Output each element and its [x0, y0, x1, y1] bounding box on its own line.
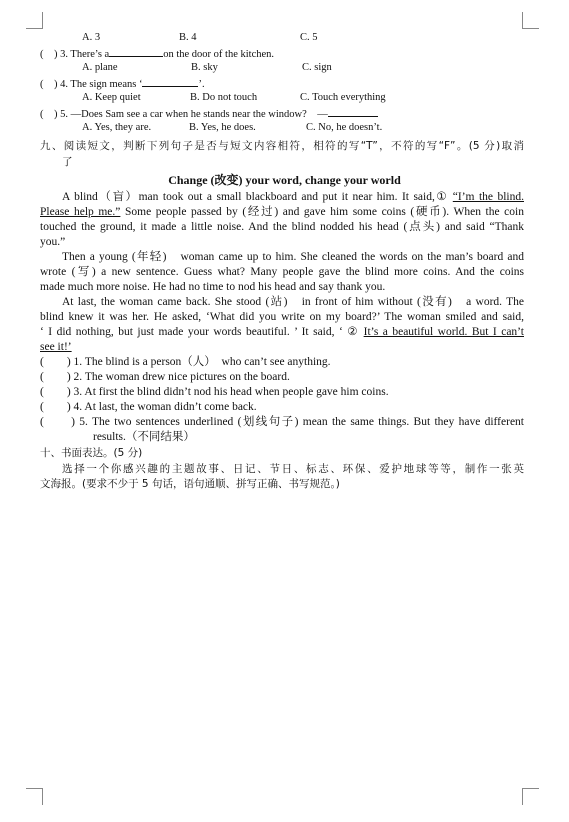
underlined-sentence-1: “I’m the blind.	[452, 191, 524, 203]
question-3	[40, 45, 274, 62]
passage-line: At last, the woman came back. She stood (站) in front of him without (没有) a word. The	[62, 296, 524, 308]
answer-paren[interactable]: ( )	[40, 401, 71, 413]
answer-paren[interactable]: ( )	[40, 371, 71, 383]
judgment-3: ( ) 3. At first the blind didn’t nod his head when people gave him coins.	[40, 386, 389, 398]
q2-option-c: C. 5	[300, 32, 318, 43]
answer-paren[interactable]: ( )	[40, 416, 75, 428]
judgment-2: ( ) 2. The woman drew nice pictures on the board.	[40, 371, 290, 383]
passage-line: blind knew it was her. He asked, ‘What did you write on my board?’ The woman smiled and said,	[40, 311, 524, 323]
question-text: 5. —Does Sam see a car when he stands near the window? —	[60, 109, 328, 120]
answer-paren[interactable]: ( )	[40, 49, 58, 60]
q5-option-c: C. No, he doesn’t.	[306, 122, 383, 133]
writing-instructions-cont: 文海报。(要求不少于 5 句话，语句通顺、拼写正确、书写规范。)	[40, 478, 340, 490]
passage-line: touched the ground, it made a little noise. And the blind nodded his head (点头) and said “Thank	[40, 221, 524, 233]
question-text: 4. The sign means ‘	[60, 79, 143, 90]
q5-option-a: A. Yes, they are.	[82, 122, 152, 133]
q5-option-b: B. Yes, he does.	[189, 122, 256, 133]
q4-option-b: B. Do not touch	[190, 92, 258, 103]
passage-line: A blind（盲）man took out a small blackboard and put it near him. It said,① “I’m the blind.	[62, 191, 524, 203]
q2-option-a: A. 3	[82, 32, 101, 43]
q3-option-b: B. sky	[191, 62, 218, 73]
answer-blank[interactable]	[109, 45, 163, 57]
underlined-sentence-2-cont: see it!’	[40, 341, 72, 353]
passage-line: made much more noise. He had no time to nod his head and say thank you.	[40, 281, 386, 293]
section-9-heading-cont: 了	[62, 156, 73, 168]
judgment-1: ( ) 1. The blind is a person（人） who can’t see anything.	[40, 356, 331, 368]
crop-mark-bottom-left	[26, 788, 43, 805]
q4-option-c: C. Touch everything	[300, 92, 386, 103]
underlined-sentence-1-cont: Please help me.”	[40, 206, 121, 218]
q3-option-a: A. plane	[82, 62, 118, 73]
question-text: 3. There’s a	[60, 49, 110, 60]
judgment-5-cont: results.（不同结果）	[93, 431, 195, 443]
passage-line: you.”	[40, 236, 66, 248]
q2-option-b: B. 4	[179, 32, 197, 43]
q3-option-c: C. sign	[302, 62, 332, 73]
answer-paren[interactable]: ( )	[40, 356, 71, 368]
passage-line: ‘ I did nothing, but just made your words beautiful. ’ It said, ‘ ② It’s a beautiful world. But I can’t	[40, 326, 524, 338]
question-5	[40, 105, 378, 122]
writing-instructions: 选择一个你感兴趣的主题故事、日记、节日、标志、环保、爱护地球等等，制作一张英	[62, 463, 524, 475]
question-text: ’.	[198, 79, 205, 90]
crop-mark-top-right	[522, 12, 539, 29]
passage-line: wrote (写) a new sentence. Guess what? Many people gave the blind more coins. And the coins	[40, 266, 524, 278]
answer-paren[interactable]: ( )	[40, 386, 71, 398]
answer-paren[interactable]: ( )	[40, 79, 58, 90]
underlined-sentence-2: It’s a beautiful world. But I can’t	[363, 326, 524, 338]
answer-blank[interactable]	[142, 75, 198, 87]
crop-mark-top-left	[26, 12, 43, 29]
passage-line: Then a young (年轻) woman came up to him. She cleaned the words on the man’s board and	[62, 251, 524, 263]
answer-paren[interactable]: ( )	[40, 109, 58, 120]
section-10-heading: 十、书面表达。(5 分)	[40, 447, 143, 459]
question-text: on the door of the kitchen.	[163, 49, 275, 60]
judgment-4: ( ) 4. At last, the woman didn’t come back.	[40, 401, 257, 413]
answer-blank[interactable]	[328, 105, 378, 117]
passage-title: Change (改变) your word, change your world	[168, 173, 401, 187]
crop-mark-bottom-right	[522, 788, 539, 805]
q4-option-a: A. Keep quiet	[82, 92, 141, 103]
question-4	[40, 75, 205, 92]
section-9-heading: 九、阅读短文，判断下列句子是否与短文内容相符，相符的写“T”，不符的写“F”。(5 分)取消	[40, 140, 524, 152]
passage-line: Please help me.” Some people passed by (经过) and gave him some coins (硬币). When the coin	[40, 206, 524, 218]
judgment-5: ( ) 5. The two sentences underlined (划线句子) mean the same things. But they have different	[40, 416, 524, 428]
